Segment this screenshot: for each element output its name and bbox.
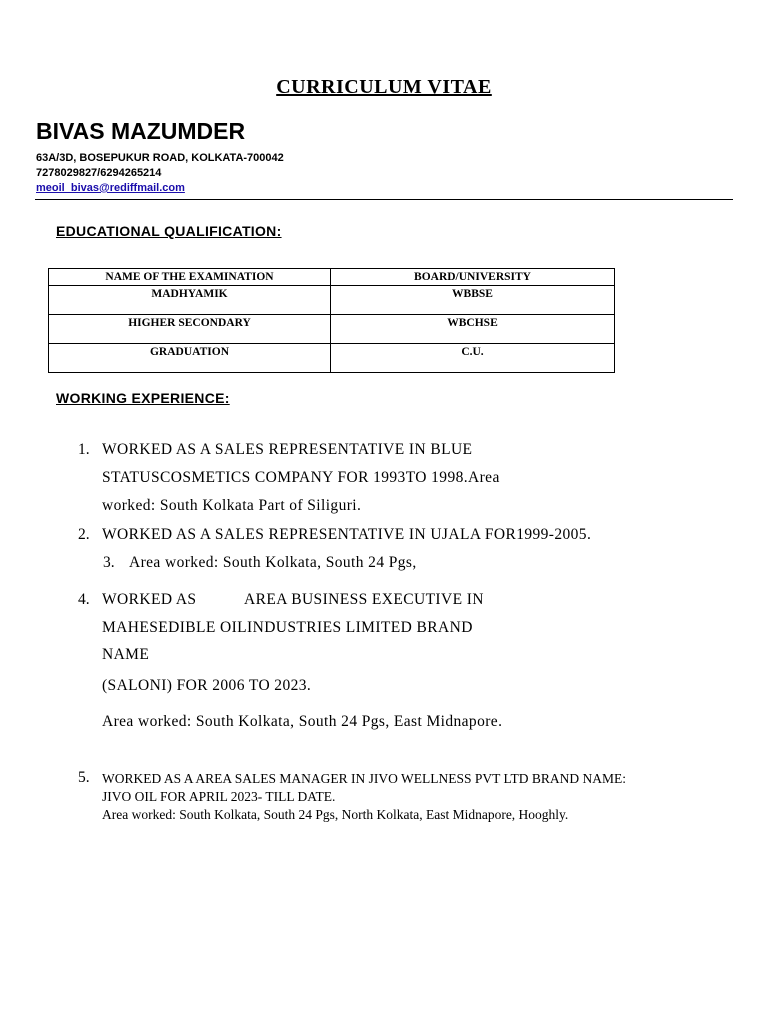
exam-cell: HIGHER SECONDARY bbox=[49, 315, 331, 344]
experience-line: Area worked: South Kolkata, South 24 Pgs, North Kolkata, East Midnapore, Hooghly. bbox=[102, 807, 569, 822]
table-row bbox=[49, 286, 615, 315]
column-header-board: BOARD/UNIVERSITY bbox=[331, 269, 615, 286]
experience-line: WORKED AS A AREA SALES MANAGER IN JIVO WELLNESS PVT LTD BRAND NAME: bbox=[102, 771, 627, 786]
exam-cell: MADHYAMIK bbox=[49, 286, 331, 315]
experience-line: JIVO OIL FOR APRIL 2023- TILL DATE. bbox=[102, 789, 336, 804]
board-cell: WBBSE bbox=[331, 286, 615, 315]
exam-cell: GRADUATION bbox=[49, 344, 331, 373]
candidate-name: BIVAS MAZUMDER bbox=[36, 118, 246, 144]
list-number: 3. bbox=[103, 554, 115, 571]
list-number: 1. bbox=[78, 441, 90, 458]
experience-line: WORKED AS bbox=[102, 591, 197, 608]
email-link[interactable]: meoil_bivas@rediffmail.com bbox=[36, 182, 185, 194]
address-line: 63A/3D, BOSEPUKUR ROAD, KOLKATA-700042 bbox=[36, 152, 284, 164]
experience-line: STATUSCOSMETICS COMPANY FOR 1993TO 1998.Area bbox=[102, 469, 500, 486]
column-header-examination: NAME OF THE EXAMINATION bbox=[49, 269, 331, 286]
table-row bbox=[49, 315, 615, 344]
list-number: 4. bbox=[78, 591, 90, 608]
list-number: 2. bbox=[78, 526, 90, 543]
board-cell: C.U. bbox=[331, 344, 615, 373]
experience-line: (SALONI) FOR 2006 TO 2023. bbox=[102, 677, 312, 694]
experience-line: AREA BUSINESS EXECUTIVE IN bbox=[244, 591, 484, 608]
table-header-row bbox=[49, 269, 615, 286]
experience-line: WORKED AS A SALES REPRESENTATIVE IN UJALA FOR1999-2005. bbox=[102, 526, 592, 543]
experience-line: worked: South Kolkata Part of Siliguri. bbox=[102, 497, 362, 514]
experience-line: Area worked: South Kolkata, South 24 Pgs, East Midnapore. bbox=[102, 713, 503, 730]
experience-line: MAHESEDIBLE OILINDUSTRIES LIMITED BRAND bbox=[102, 619, 473, 636]
experience-line: WORKED AS A SALES REPRESENTATIVE IN BLUE bbox=[102, 441, 473, 458]
header-divider bbox=[35, 199, 733, 200]
education-table bbox=[48, 268, 615, 373]
board-cell: WBCHSE bbox=[331, 315, 615, 344]
education-heading: EDUCATIONAL QUALIFICATION: bbox=[56, 223, 282, 239]
experience-heading: WORKING EXPERIENCE: bbox=[56, 390, 230, 406]
document-title: CURRICULUM VITAE bbox=[276, 76, 492, 98]
experience-line: Area worked: South Kolkata, South 24 Pgs, bbox=[129, 554, 417, 571]
table-row bbox=[49, 344, 615, 373]
phone-line: 7278029827/6294265214 bbox=[36, 167, 162, 179]
list-number: 5. bbox=[78, 769, 90, 786]
experience-line: NAME bbox=[102, 646, 150, 663]
